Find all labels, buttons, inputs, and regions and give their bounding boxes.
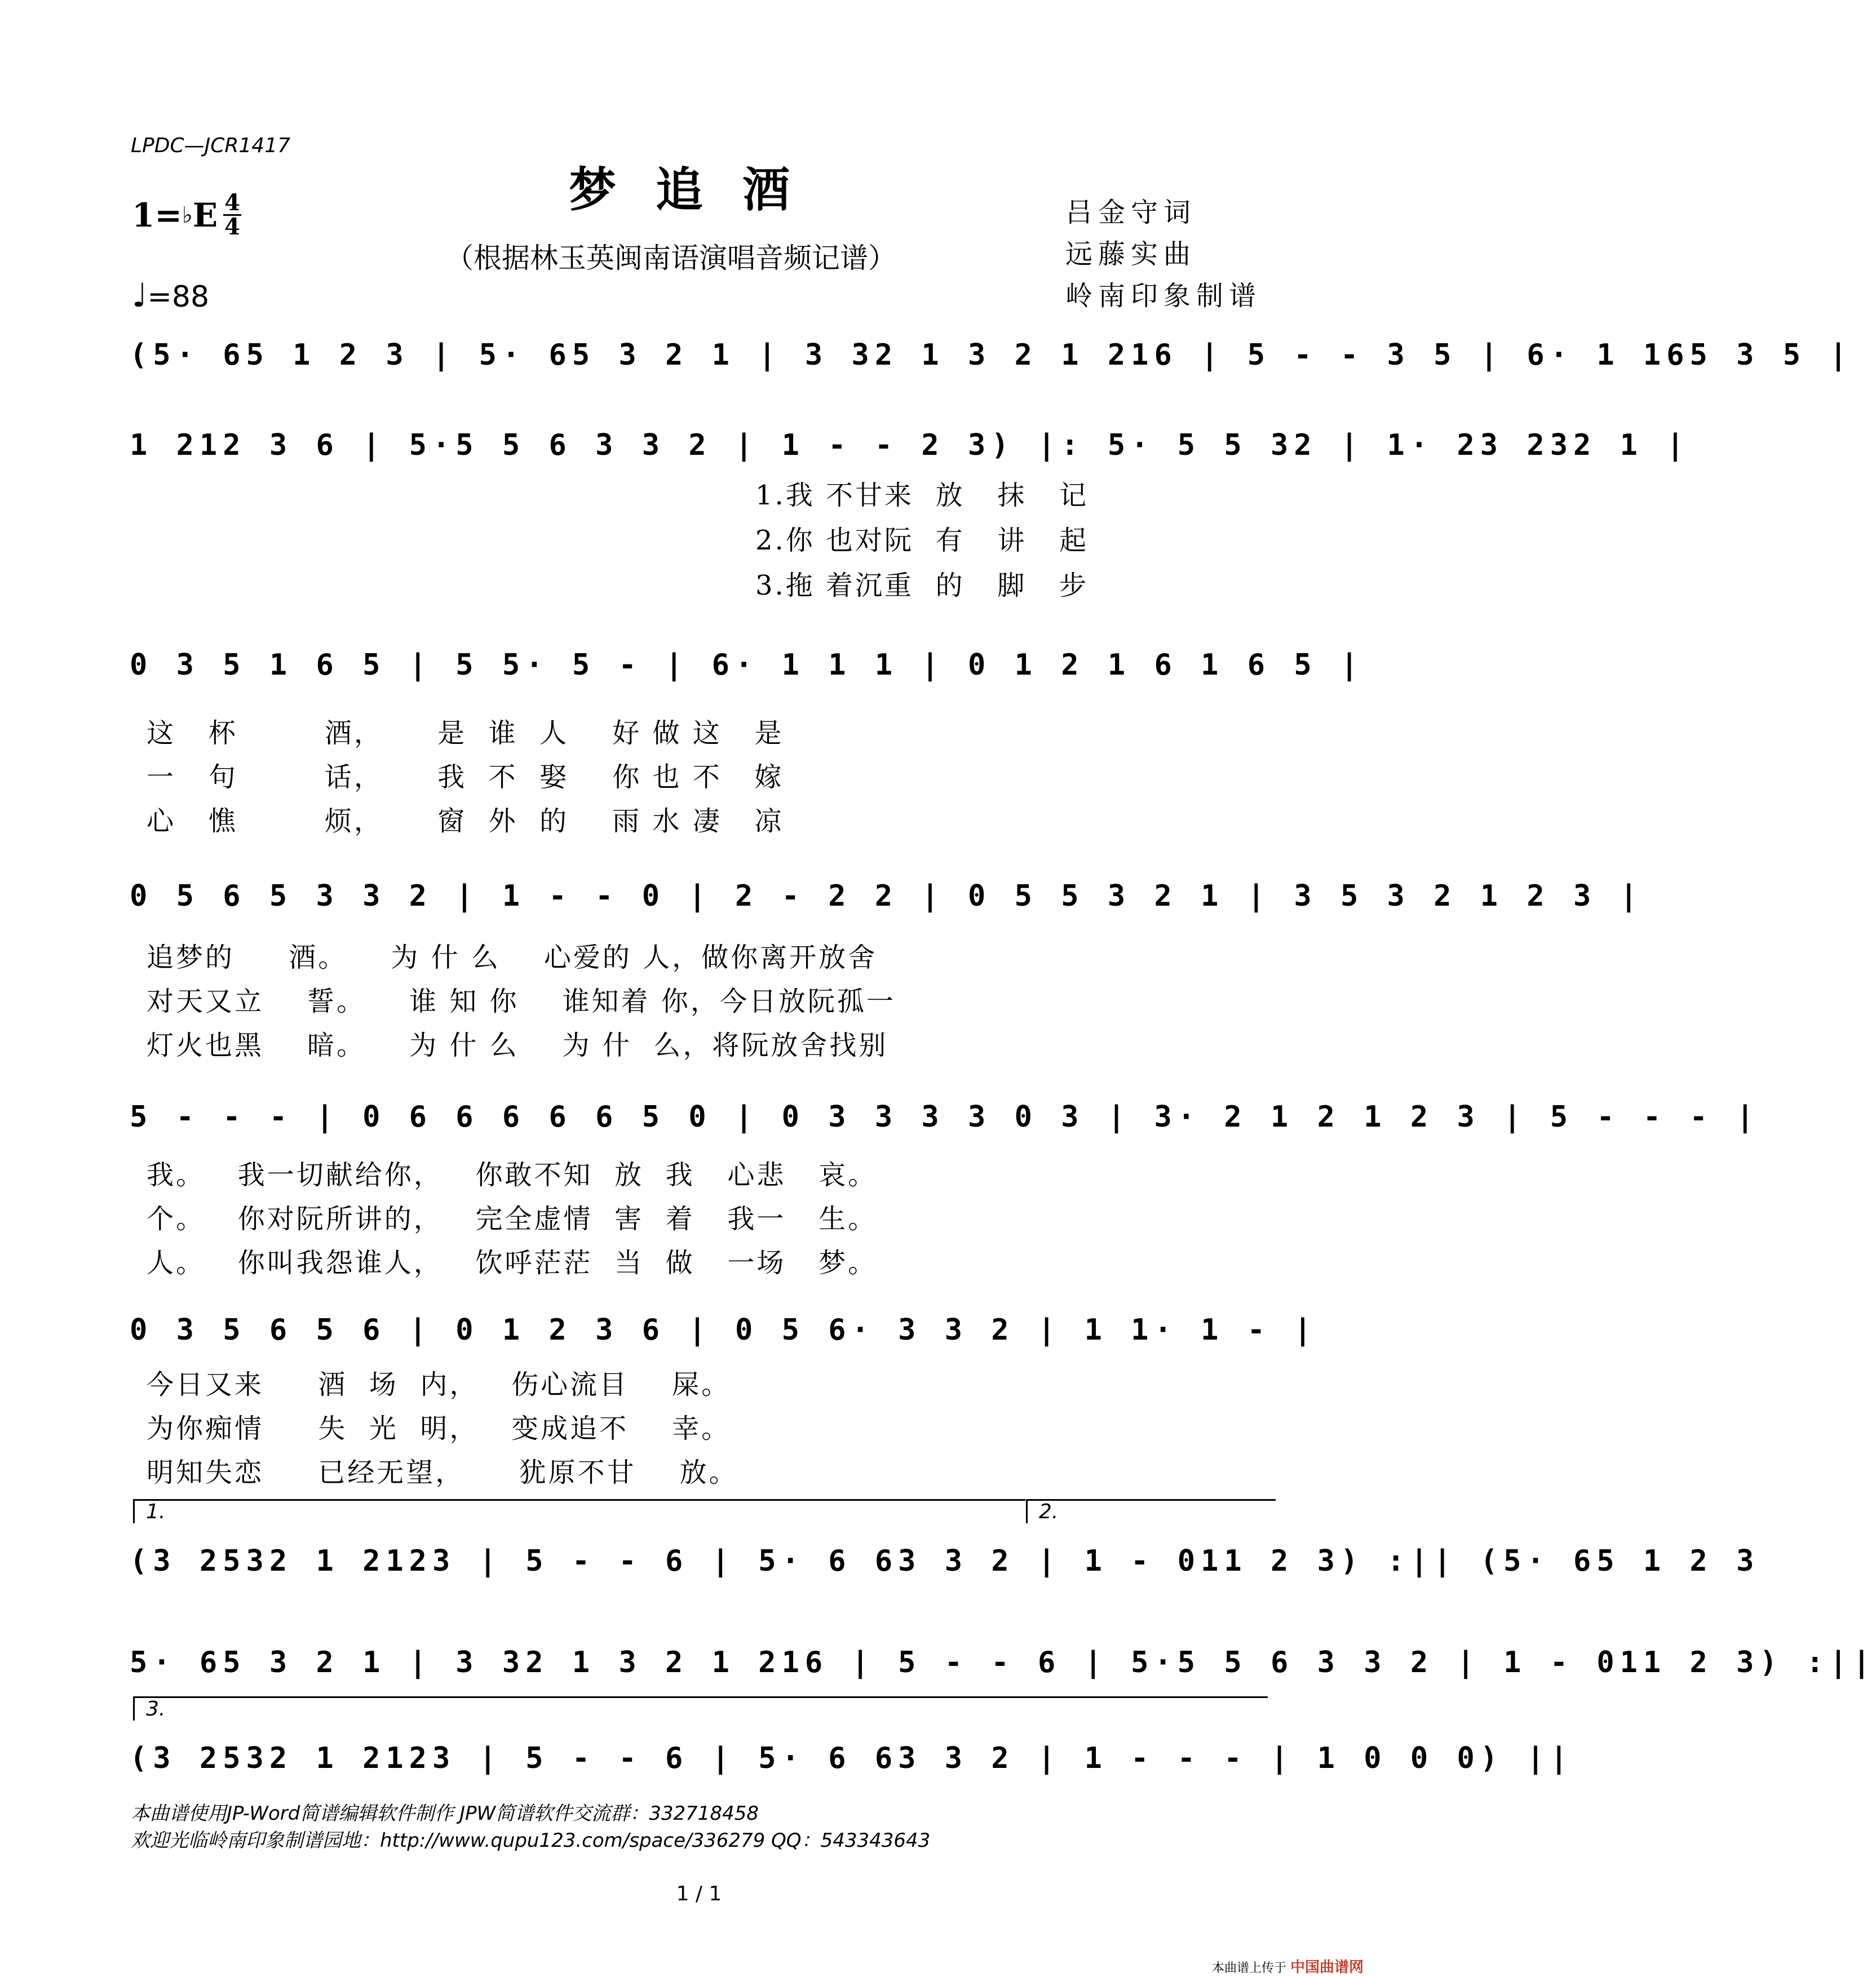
- lyric-line-6-verse-3: 明知失恋 已经无望， 犹原不甘 放。: [147, 1457, 738, 1488]
- lyric-line-6-verse-1: 今日又来 酒 场 内， 伤心流目 屎。: [147, 1369, 731, 1400]
- score-line-4: 0 5 6 5 3 3 2 | 1 - - 0 | 2 - 2 2 | 0 5 5 3 2 1 | 3 5 3 2 1 2 3 |: [130, 879, 1643, 913]
- lyric-line-4-verse-1: 追梦的 酒。 为 什 么 心爱的 人，做你离开放舍: [147, 942, 878, 973]
- composer: 远藤实曲: [1065, 238, 1197, 270]
- arranger: 岭南印象制谱: [1065, 280, 1262, 312]
- lyric-line-2-verse-3: 3.拖 着沉重 的 脚 步: [755, 570, 1089, 601]
- key-prefix: 1=: [132, 196, 182, 234]
- score-line-1: (5· 65 1 2 3 | 5· 65 3 2 1 | 3 32 1 3 2 1 216 | 5 - - 3 5 | 6· 1 165 3 5 |: [130, 338, 1853, 372]
- time-top: 4: [224, 189, 240, 216]
- quarter-note-icon: ♩: [132, 276, 148, 314]
- upload-watermark: [1212, 1956, 1364, 1976]
- song-subtitle: （根据林玉英闽南语演唱音频记谱）: [445, 242, 896, 274]
- lyric-line-5-verse-2: 个。 你对阮所讲的， 完全虚情 害 着 我一 生。: [147, 1203, 878, 1235]
- time-signature: [223, 189, 241, 240]
- score-line-8: 5· 65 3 2 1 | 3 32 1 3 2 1 216 | 5 - - 6 | 5·5 5 6 3 3 2 | 1 - 011 2 3) :||: [130, 1646, 1876, 1679]
- lyric-line-5-verse-1: 我。 我一切献给你， 你敢不知 放 我 心悲 哀。: [147, 1159, 878, 1191]
- tempo-marking: [132, 276, 209, 314]
- lyric-line-2-verse-2: 2.你 也对阮 有 讲 起: [755, 525, 1089, 556]
- lyric-line-3-verse-3: 心 憔 烦， 窗 外 的 雨 水 凄 凉: [147, 805, 784, 837]
- upload-brand: 中国曲谱网: [1290, 1959, 1364, 1976]
- score-line-9: (3 2532 1 2123 | 5 - - 6 | 5· 6 63 3 2 | 1 - - - | 1 0 0 0) ||: [130, 1741, 1574, 1775]
- lyric-line-6-verse-2: 为你痴情 失 光 明， 变成追不 幸。: [147, 1413, 731, 1444]
- score-line-2: 1 212 3 6 | 5·5 5 6 3 3 2 | 1 - - 2 3) |: 5· 5 5 32 | 1· 23 232 1 |: [130, 428, 1690, 462]
- lyric-line-3-verse-2: 一 句 话， 我 不 娶 你 也 不 嫁: [147, 761, 784, 793]
- lyricist: 吕金守词: [1065, 197, 1197, 228]
- flat-sign: ♭: [182, 202, 193, 228]
- score-line-5: 5 - - - | 0 6 6 6 6 6 5 0 | 0 3 3 3 3 0 3 | 3· 2 1 2 1 2 3 | 5 - - - |: [130, 1100, 1760, 1134]
- lyric-line-3-verse-1: 这 杯 酒， 是 谁 人 好 做 这 是: [147, 717, 784, 749]
- song-title: 梦追酒: [568, 162, 829, 218]
- lyric-line-2-verse-1: 1.我 不甘来 放 抹 记: [755, 480, 1089, 511]
- time-bottom: 4: [224, 214, 240, 240]
- lyric-line-4-verse-2: 对天又立 誓。 谁 知 你 谁知着 你，今日放阮孤一: [147, 986, 896, 1017]
- upload-note: 本曲谱上传于: [1212, 1961, 1287, 1975]
- score-line-6: 0 3 5 6 5 6 | 0 1 2 3 6 | 0 5 6· 3 3 2 | 1 1· 1 - |: [130, 1313, 1317, 1347]
- volta-bracket-3: 3.: [133, 1696, 1268, 1721]
- score-line-7: (3 2532 1 2123 | 5 - - 6 | 5· 6 63 3 2 | 1 - 011 2 3) :|| (5· 65 1 2 3: [130, 1544, 1760, 1578]
- tempo-value: =88: [147, 280, 210, 314]
- footer-software-note: 本曲谱使用JP-Word简谱编辑软件制作 JPW简谱软件交流群：332718458: [131, 1802, 759, 1825]
- credits: [1065, 192, 1262, 317]
- key-letter: E: [192, 196, 218, 234]
- lyric-line-4-verse-3: 灯火也黑 暗。 为 什 么 为 什 么，将阮放舍找别: [147, 1030, 888, 1061]
- key-signature: [132, 189, 241, 240]
- volta-bracket-2: 2.: [1026, 1499, 1276, 1523]
- footer-website-note: 欢迎光临岭南印象制谱园地：http://www.qupu123.com/space/336279 QQ：543343643: [131, 1829, 931, 1852]
- page-number: 1 / 1: [676, 1882, 722, 1905]
- lyric-line-5-verse-3: 人。 你叫我怨谁人， 饮呼茫茫 当 做 一场 梦。: [147, 1247, 878, 1279]
- score-code: LPDC—JCR1417: [131, 134, 291, 157]
- score-line-3: 0 3 5 1 6 5 | 5 5· 5 - | 6· 1 1 1 | 0 1 2 1 6 1 6 5 |: [130, 648, 1364, 682]
- volta-bracket-1: 1.: [133, 1499, 1025, 1523]
